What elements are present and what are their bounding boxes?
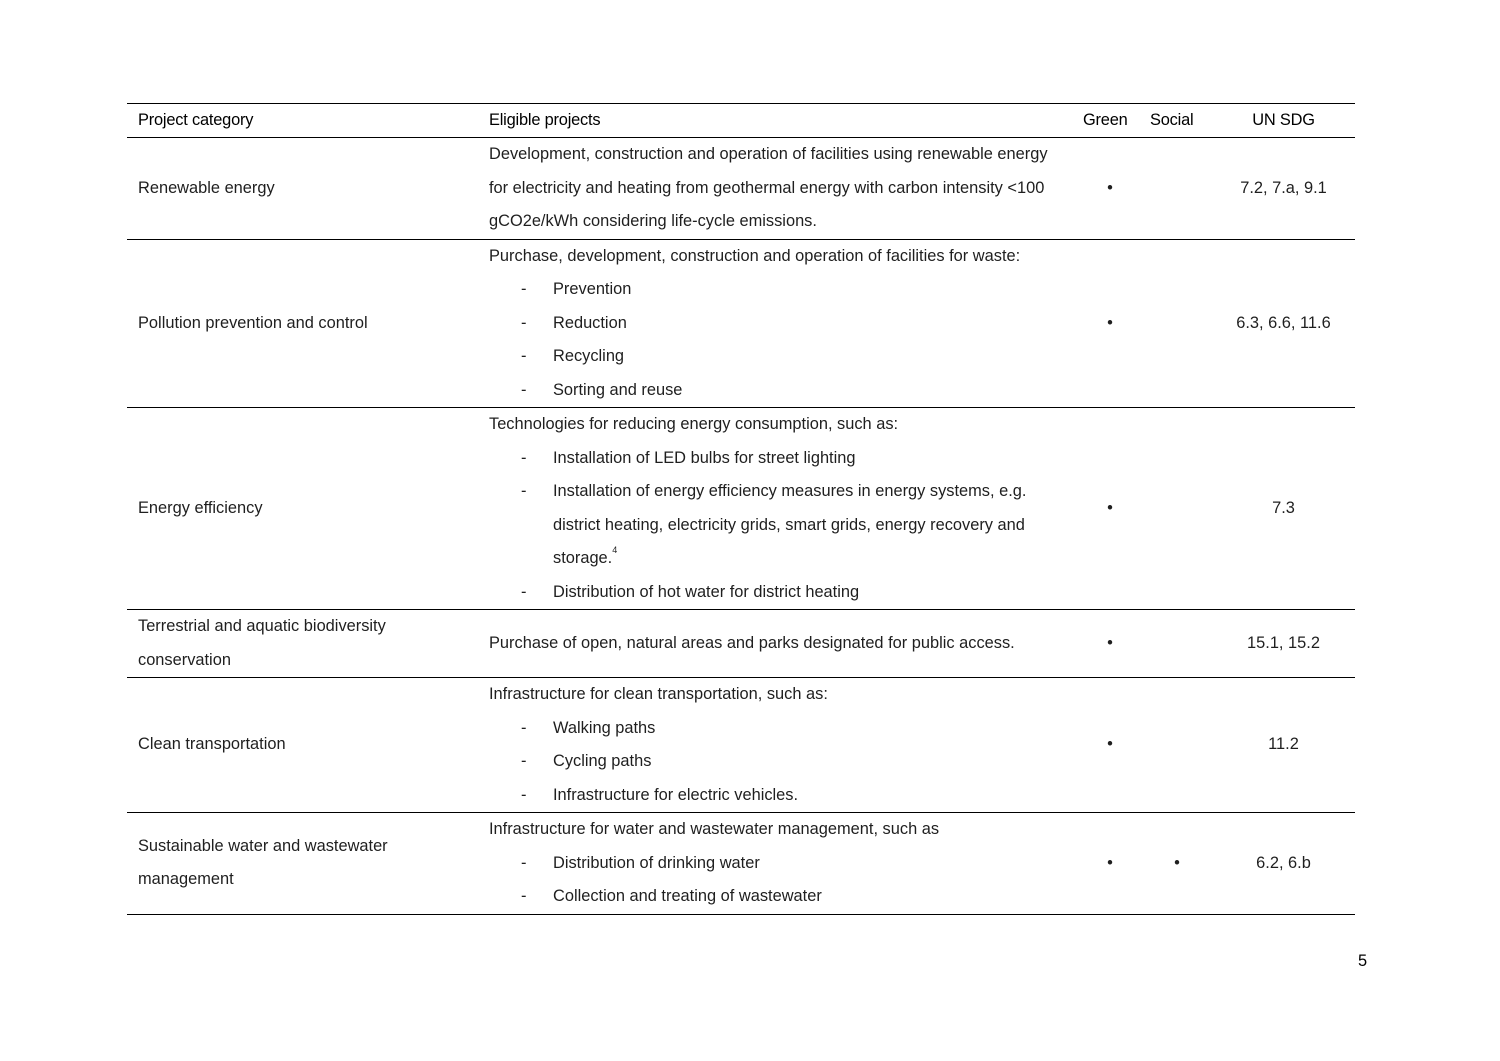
- row-eligible-projects: [478, 408, 1078, 610]
- bullet-item: [489, 847, 1078, 881]
- header-eligible-projects: Eligible projects: [478, 104, 1078, 138]
- row-eligible-projects: [478, 138, 1078, 240]
- row-intro-text: Development, construction and operation of facilities using renewable energy for electricity and heating from geothermal energy with carbon intensity <100 gCO2e/kWh considering life-cycle emissions.: [489, 145, 1048, 230]
- row-category: Terrestrial and aquatic biodiversity conservation: [127, 610, 478, 678]
- bullet-item: [489, 745, 1078, 779]
- header-project-category: Project category: [127, 104, 478, 138]
- dash-marker: -: [521, 280, 527, 298]
- dash-marker: -: [521, 853, 527, 872]
- row-social-marker: •: [1142, 813, 1212, 915]
- row-social-marker: [1142, 610, 1212, 678]
- row-social-marker: [1142, 239, 1212, 408]
- bullet-item: [489, 880, 1078, 914]
- row-social-marker: [1142, 408, 1212, 610]
- table-row: [127, 610, 1355, 678]
- bullet-text: Walking paths: [553, 718, 656, 737]
- row-un-sdg: 7.2, 7.a, 9.1: [1212, 138, 1355, 240]
- bullet-item: [489, 779, 1078, 813]
- bullet-item: [489, 340, 1078, 374]
- table-row: [127, 813, 1355, 915]
- table-row: [127, 678, 1355, 813]
- row-social-marker: [1142, 678, 1212, 813]
- header-un-sdg: UN SDG: [1212, 104, 1355, 138]
- header-green: Green: [1078, 104, 1142, 138]
- row-eligible-projects: [478, 813, 1078, 915]
- bullet-text: Reduction: [553, 313, 627, 332]
- page-number: 5: [1358, 952, 1368, 970]
- dash-marker: -: [521, 482, 527, 500]
- dash-marker: -: [521, 347, 527, 365]
- row-un-sdg: 6.2, 6.b: [1212, 813, 1355, 915]
- bullet-text: Installation of LED bulbs for street lighting: [553, 448, 856, 467]
- row-green-marker: •: [1078, 678, 1142, 813]
- dash-marker: -: [521, 785, 527, 804]
- dash-marker: -: [521, 887, 527, 905]
- row-eligible-projects: [478, 239, 1078, 408]
- dash-marker: -: [521, 718, 527, 737]
- row-intro-text: Infrastructure for clean transportation, such as:: [489, 685, 828, 703]
- dash-marker: -: [521, 380, 527, 399]
- bullet-item: [489, 273, 1078, 307]
- row-intro-text: Purchase, development, construction and operation of facilities for waste:: [489, 246, 1021, 265]
- bullet-item: [489, 576, 1068, 610]
- row-category: Energy efficiency: [127, 408, 478, 610]
- table-header-row: [127, 104, 1355, 138]
- row-eligible-projects: [478, 678, 1078, 813]
- row-intro-text: Purchase of open, natural areas and parks designated for public access.: [489, 633, 1015, 652]
- bullet-text: Infrastructure for electric vehicles.: [553, 785, 799, 804]
- bullet-text: Cycling paths: [553, 752, 652, 770]
- bullet-text: Recycling: [553, 347, 625, 365]
- footnote-marker: 4: [612, 545, 618, 555]
- row-intro-text: Infrastructure for water and wastewater management, such as: [489, 820, 940, 838]
- row-green-marker: •: [1078, 813, 1142, 915]
- table-row: [127, 138, 1355, 240]
- row-un-sdg: 15.1, 15.2: [1212, 610, 1355, 678]
- row-intro-text: Technologies for reducing energy consumption, such as:: [489, 415, 899, 433]
- table-body: [127, 138, 1355, 915]
- dash-marker: -: [521, 582, 527, 601]
- bullet-item: [489, 442, 1068, 476]
- bullet-item: [489, 475, 1068, 576]
- table-row: [127, 239, 1355, 408]
- eligible-projects-table: [127, 103, 1355, 915]
- row-category: Sustainable water and wastewater management: [127, 813, 478, 915]
- table-row: [127, 408, 1355, 610]
- bullet-item: [489, 374, 1078, 408]
- bullet-item: [489, 307, 1078, 341]
- dash-marker: -: [521, 313, 527, 332]
- bullet-text: Distribution of hot water for district heating: [553, 582, 860, 601]
- bullet-text: Sorting and reuse: [553, 380, 683, 399]
- row-social-marker: [1142, 138, 1212, 240]
- row-green-marker: •: [1078, 138, 1142, 240]
- bullet-text: Collection and treating of wastewater: [553, 887, 822, 905]
- row-green-marker: •: [1078, 239, 1142, 408]
- dash-marker: -: [521, 752, 527, 770]
- row-category: Renewable energy: [127, 138, 478, 240]
- dash-marker: -: [521, 448, 527, 467]
- row-un-sdg: 7.3: [1212, 408, 1355, 610]
- row-un-sdg: 11.2: [1212, 678, 1355, 813]
- row-eligible-projects: [478, 610, 1078, 678]
- row-category: Clean transportation: [127, 678, 478, 813]
- row-green-marker: •: [1078, 610, 1142, 678]
- bullet-text: Installation of energy efficiency measures in energy systems, e.g. district heating, electricity grids, smart grids, energy recovery and storage.: [553, 482, 1027, 567]
- bullet-text: Prevention: [553, 280, 632, 298]
- row-category: Pollution prevention and control: [127, 239, 478, 408]
- row-green-marker: •: [1078, 408, 1142, 610]
- header-social: Social: [1142, 104, 1212, 138]
- bullet-item: [489, 712, 1078, 746]
- row-un-sdg: 6.3, 6.6, 11.6: [1212, 239, 1355, 408]
- bullet-text: Distribution of drinking water: [553, 853, 760, 872]
